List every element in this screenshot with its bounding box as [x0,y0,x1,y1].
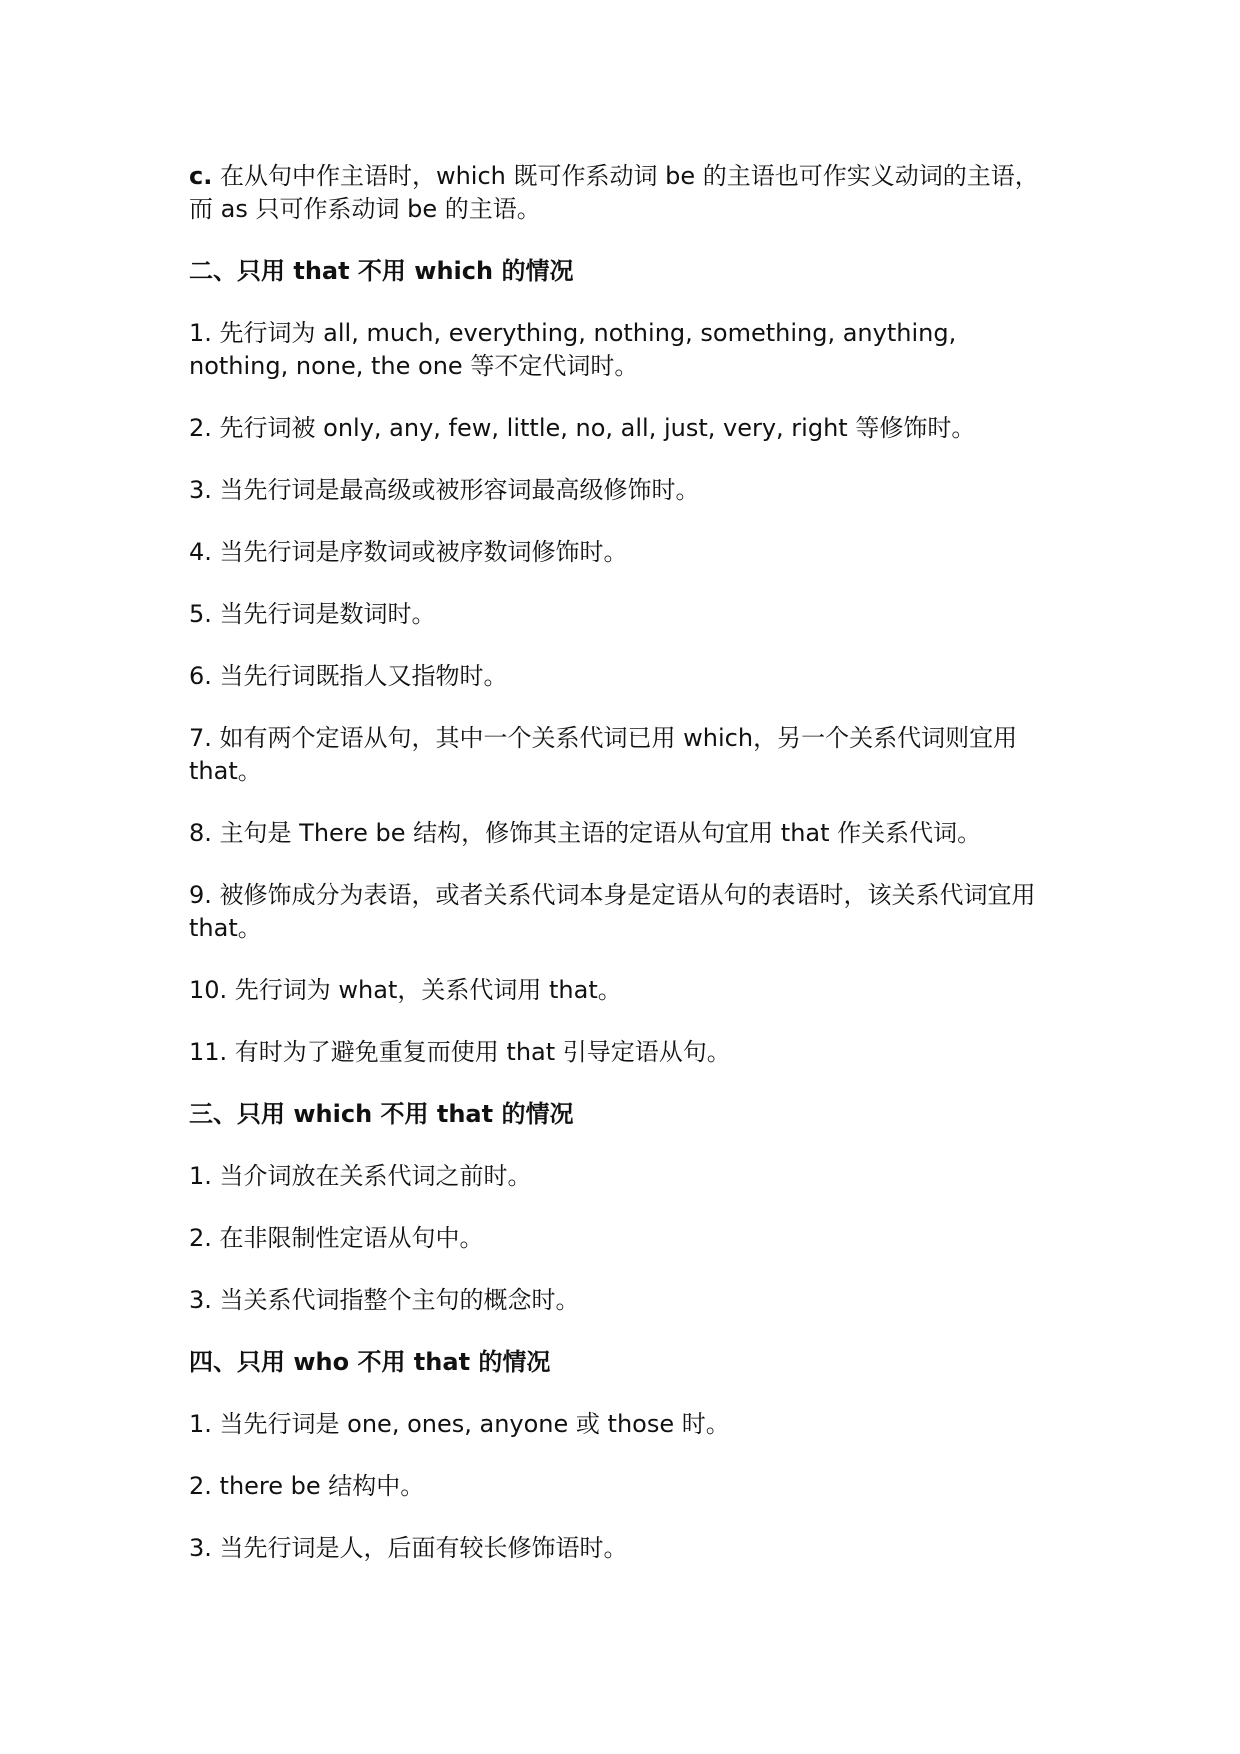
list-item: 1. 当先行词是 one, ones, anyone 或 those 时。 [189,1410,730,1438]
section-heading-that-not-which: 二、只用 that 不用 which 的情况 [189,257,574,285]
list-item: 1. 先行词为 all, much, everything, nothing, something, anything, nothing, none, the one 等不定代词时。 [189,319,957,380]
list-item: 3. 当先行词是人，后面有较长修饰语时。 [189,1534,628,1562]
list-item: 11. 有时为了避免重复而使用 that 引导定语从句。 [189,1038,731,1066]
intro-text: 在从句中作主语时，which 既可作系动词 be 的主语也可作实义动词的主语，而 as 只可作系动词 be 的主语。 [189,162,1039,223]
list-item: 3. 当关系代词指整个主句的概念时。 [189,1286,580,1314]
intro-paragraph [189,160,1059,226]
document-body [189,160,1059,1594]
list-item: 2. 先行词被 only, any, few, little, no, all, just, very, right 等修饰时。 [189,414,976,442]
intro-lead: c. [189,162,213,190]
list-item: 5. 当先行词是数词时。 [189,600,436,628]
list-item: 2. 在非限制性定语从句中。 [189,1224,484,1252]
list-item: 2. there be 结构中。 [189,1472,425,1500]
list-item: 4. 当先行词是序数词或被序数词修饰时。 [189,538,628,566]
list-item: 9. 被修饰成分为表语，或者关系代词本身是定语从句的表语时，该关系代词宜用 that。 [189,881,1036,942]
list-item: 1. 当介词放在关系代词之前时。 [189,1162,532,1190]
section-heading-which-not-that: 三、只用 which 不用 that 的情况 [189,1100,574,1128]
list-item: 7. 如有两个定语从句，其中一个关系代词已用 which，另一个关系代词则宜用 that。 [189,724,1018,785]
list-item: 3. 当先行词是最高级或被形容词最高级修饰时。 [189,476,700,504]
list-item: 8. 主句是 There be 结构，修饰其主语的定语从句宜用 that 作关系代词。 [189,819,982,847]
list-item: 10. 先行词为 what，关系代词用 that。 [189,976,622,1004]
list-item: 6. 当先行词既指人又指物时。 [189,662,508,690]
section-heading-who-not-that: 四、只用 who 不用 that 的情况 [189,1348,551,1376]
